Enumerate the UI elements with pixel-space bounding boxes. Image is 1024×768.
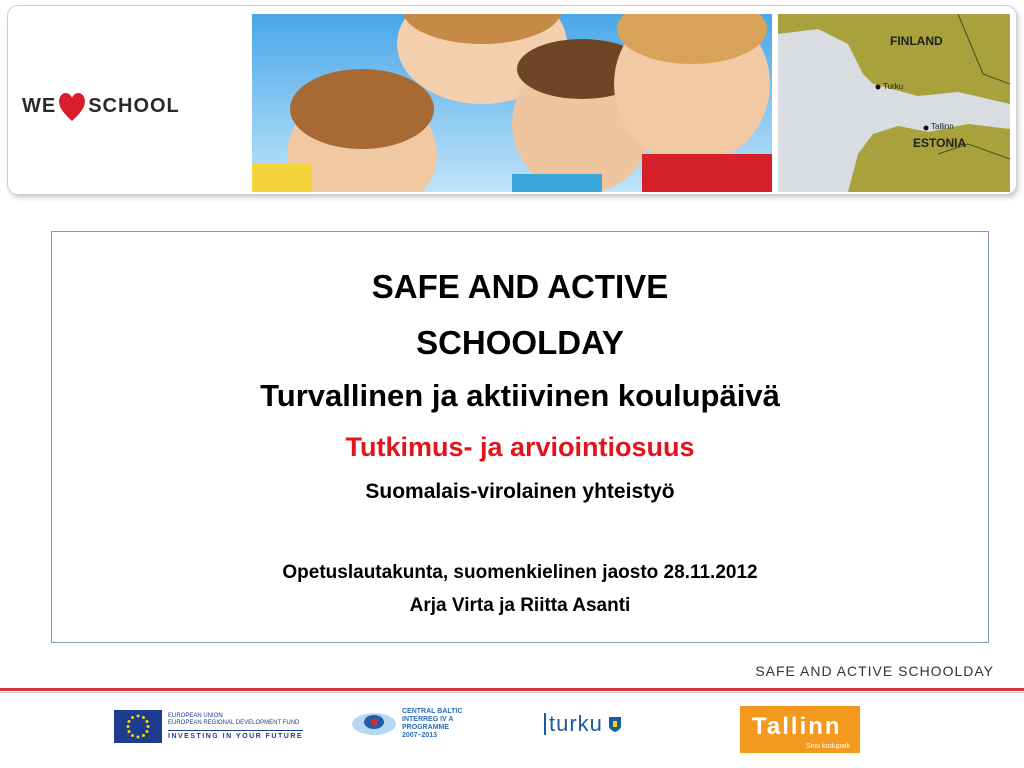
map-city-tallinn: Tallinn — [931, 122, 954, 131]
central-baltic-logo — [350, 708, 462, 740]
title-line-1: SAFE AND ACTIVE — [371, 268, 669, 305]
subtitle-finnish: Turvallinen ja aktiivinen koulupäivä — [260, 378, 780, 413]
footer-red-divider — [0, 688, 1024, 691]
central-baltic-text — [402, 708, 462, 740]
tallinn-wordmark: Tallinn — [752, 713, 842, 740]
eu-logo — [114, 710, 303, 743]
children-photo — [252, 14, 772, 192]
eu-line-1: EUROPEAN UNION — [168, 713, 223, 719]
subtitle-cooperation: Suomalais-virolainen yhteistyö — [365, 480, 675, 503]
map-city-turku: Turku — [883, 82, 904, 91]
authors: Arja Virta ja Riitta Asanti — [409, 595, 631, 616]
turku-wordmark: turku — [544, 713, 603, 735]
cb-line-1: CENTRAL BALTIC — [402, 708, 463, 715]
logo-word-we: WE — [22, 94, 57, 117]
title-line-2: SCHOOLDAY — [416, 324, 624, 361]
header-banner — [8, 6, 1016, 194]
logo-word-school: SCHOOL — [88, 94, 180, 117]
map-label-finland: FINLAND — [890, 34, 943, 48]
footer-tagline: SAFE AND ACTIVE SCHOOLDAY — [755, 663, 994, 679]
eu-flag-icon — [114, 710, 162, 743]
we-love-school-logo — [22, 86, 180, 126]
map-label-estonia: ESTONIA — [913, 136, 967, 150]
title-box — [51, 231, 989, 643]
eu-line-2: EUROPEAN REGIONAL DEVELOPMENT FUND — [168, 720, 300, 726]
meeting-info: Opetuslautakunta, suomenkielinen jaosto 28.11.2012 — [282, 562, 758, 583]
tallinn-logo — [740, 706, 860, 753]
turku-logo — [544, 713, 622, 735]
cb-line-2: INTERREG IV A — [402, 716, 454, 723]
eu-line-3: INVESTING IN YOUR FUTURE — [168, 730, 303, 740]
cb-line-4: 2007–2013 — [402, 732, 438, 739]
central-baltic-emblem-icon — [350, 709, 398, 739]
baltic-map — [778, 14, 1010, 192]
footer-gray-divider — [0, 692, 1024, 693]
subtitle-red: Tutkimus- ja arviointiosuus — [345, 432, 695, 462]
eu-text — [168, 713, 303, 740]
heart-icon — [57, 89, 87, 123]
tallinn-slogan: Sinu kodupaik — [806, 743, 850, 750]
cb-line-3: PROGRAMME — [402, 724, 450, 731]
turku-crest-icon — [608, 716, 622, 733]
